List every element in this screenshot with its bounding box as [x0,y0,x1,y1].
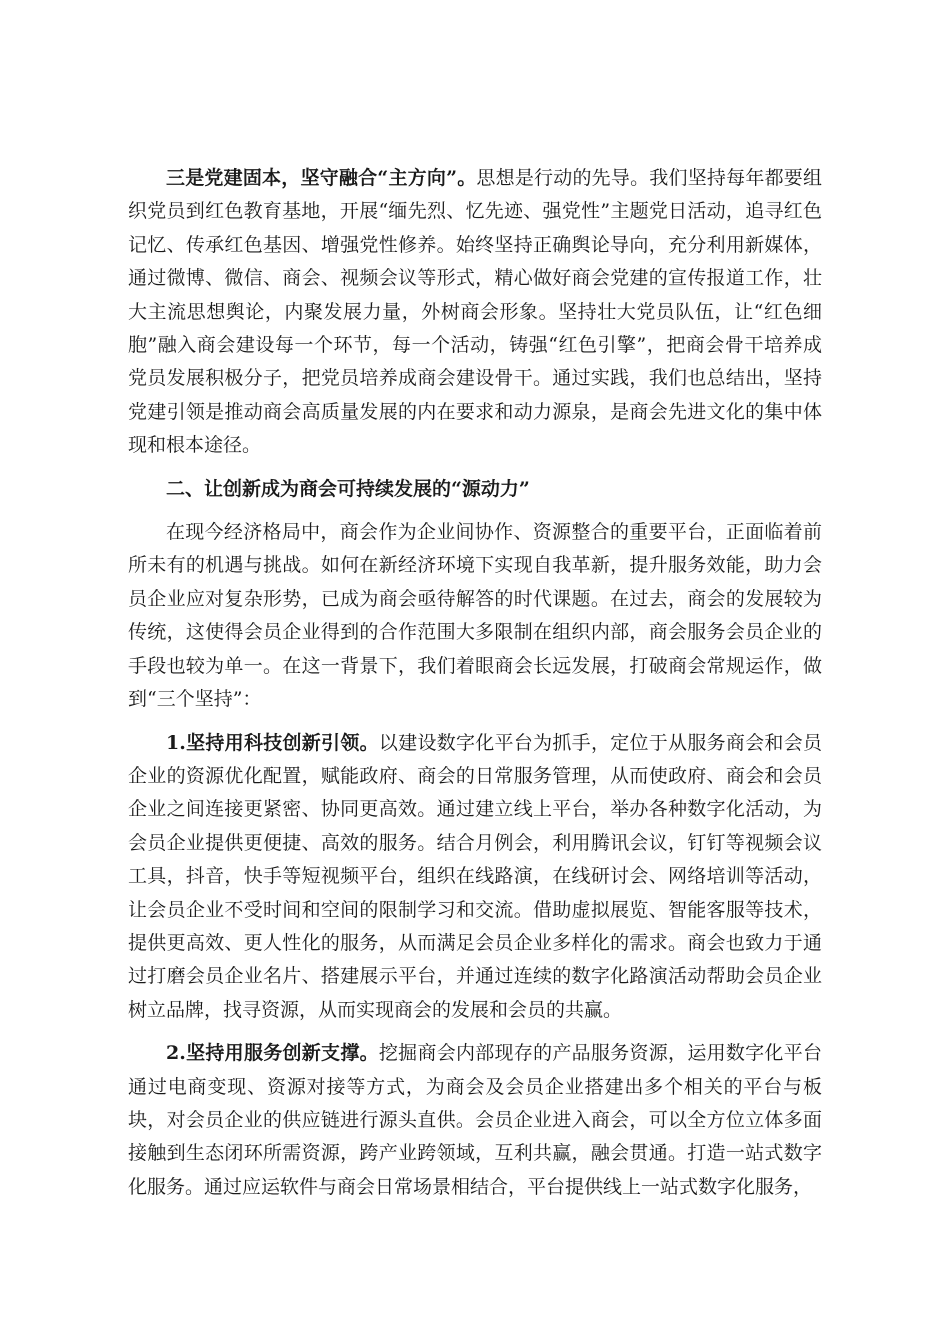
document-body [128,162,822,1204]
paragraph-tech-innovation [128,727,822,1028]
section-heading-innovation: 二、让创新成为商会可持续发展的“源动力” [166,477,530,500]
paragraph-party-building [128,162,822,463]
paragraph-text: 思想是行动的先导。我们坚持每年都要组织党员到红色教育基地，开展“缅先烈、忆先迹、强党性”主题党日活动，追寻红色记忆、传承红色基因、增强党性修养。始终坚持正确舆论导向，充分利用新媒体，通过微博、微信、商会、视频会议等形式，精心做好商会党建的宣传报道工作，壮大主流思想舆论，内聚发展力量，外树商会形象。坚持壮大党员队伍，让“红色细胞”融入商会建设每一个环节，每一个活动，铸强“红色引擎”，把商会骨干培养成党员发展积极分子，把党员培养成商会建设骨干。通过实践，我们也总结出，坚持党建引领是推动商会高质量发展的内在要求和动力源泉，是商会先进文化的集中体现和根本途径。 [128,167,822,457]
paragraph-lead: 三是党建固本，坚守融合“主方向”。 [166,167,477,189]
paragraph-service-innovation [128,1037,822,1204]
paragraph-innovation-intro: 在现今经济格局中，商会作为企业间协作、资源整合的重要平台，正面临着前所未有的机遇与挑战。如何在新经济环境下实现自我革新，提升服务效能，助力会员企业应对复杂形势，已成为商会亟待解答的时代课题。在过去，商会的发展较为传统，这使得会员企业得到的合作范围大多限制在组织内部，商会服务会员企业的手段也较为单一。在这一背景下，我们着眼商会长远发展，打破商会常规运作，做到“三个坚持”： [128,521,822,711]
paragraph-text: 挖掘商会内部现存的产品服务资源，运用数字化平台通过电商变现、资源对接等方式，为商会及会员企业搭建出多个相关的平台与板块，对会员企业的供应链进行源头直供。会员企业进入商会，可以全方位立体多面接触到生态闭环所需资源，跨产业跨领域，互利共赢，融会贯通。打造一站式数字化服务。通过应运软件与商会日常场景相结合，平台提供线上一站式数字化服务， [128,1042,822,1198]
paragraph-lead: 2.坚持用服务创新支撑。 [166,1042,379,1065]
paragraph-lead: 1.坚持用科技创新引领。 [166,731,379,754]
paragraph-text: 以建设数字化平台为抓手，定位于从服务商会和会员企业的资源优化配置，赋能政府、商会的日常服务管理，从而使政府、商会和会员企业之间连接更紧密、协同更高效。通过建立线上平台，举办各种数字化活动，为会员企业提供更便捷、高效的服务。结合月例会，利用腾讯会议，钉钉等视频会议工具，抖音，快手等短视频平台，组织在线路演，在线研讨会、网络培训等活动，让会员企业不受时间和空间的限制学习和交流。借助虚拟展览、智能客服等技术，提供更高效、更人性化的服务，从而满足会员企业多样化的需求。商会也致力于通过打磨会员企业名片、搭建展示平台，并通过连续的数字化路演活动帮助会员企业树立品牌，找寻资源，从而实现商会的发展和会员的共赢。 [128,731,822,1021]
